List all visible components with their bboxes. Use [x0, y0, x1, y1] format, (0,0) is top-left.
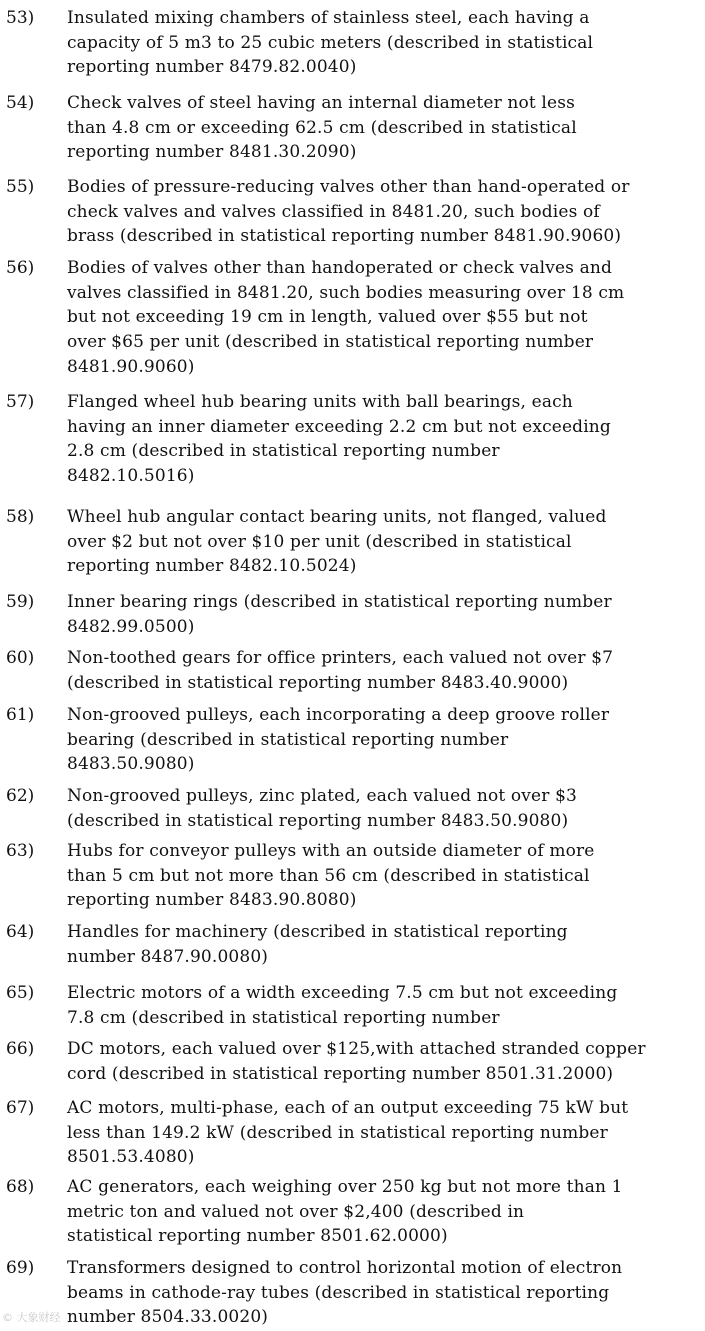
item-text: Flanged wheel hub bearing units with ball bearings, each having an inner diameter exceeding 2.2 cm but not exceeding 2.8 cm (described in statistical reporting number 8482.10.5016): [67, 392, 611, 487]
item-text: Bodies of valves other than handoperated or check valves and valves classified in 8481.20, such bodies measuring over 18 cm but not exceeding 19 cm in length, valued over $55 but not over $65 per unit (described in statistical reporting number 8481.90.9060): [67, 258, 625, 377]
item-text: Transformers designed to control horizontal motion of electron beams in cathode-ray tubes (described in statistical reporting number 8504.33.0020): [67, 1258, 623, 1328]
item-number: 59): [6, 592, 35, 612]
item-text: Non-toothed gears for office printers, each valued not over $7 (described in statistical reporting number 8483.40.9000): [67, 648, 614, 693]
item-text: Wheel hub angular contact bearing units, not flanged, valued over $2 but not over $10 per unit (described in statistical reporting number 8482.10.5024): [67, 507, 607, 577]
item-number: 56): [6, 258, 35, 278]
item-number: 68): [6, 1177, 35, 1197]
item-text: Insulated mixing chambers of stainless steel, each having a capacity of 5 m3 to 25 cubic meters (described in statistical reporting number 8479.82.0040): [67, 8, 594, 78]
item-text: Inner bearing rings (described in statistical reporting number 8482.99.0500): [67, 592, 612, 637]
item-text: Hubs for conveyor pulleys with an outside diameter of more than 5 cm but not more than 56 cm (described in statistical reporting number 8483.90.8080): [67, 841, 595, 911]
item-number: 55): [6, 177, 35, 197]
item-number: 69): [6, 1258, 35, 1278]
item-number: 62): [6, 786, 35, 806]
item-number: 64): [6, 922, 35, 942]
item-text: Electric motors of a width exceeding 7.5 cm but not exceeding 7.8 cm (described in statistical reporting number: [67, 983, 618, 1028]
item-number: 66): [6, 1039, 35, 1059]
item-number: 57): [6, 392, 35, 412]
item-text: AC generators, each weighing over 250 kg but not more than 1 metric ton and valued not over $2,400 (described in statistical reporting number 8501.62.0000): [67, 1177, 623, 1247]
item-text: Handles for machinery (described in statistical reporting number 8487.90.0080): [67, 922, 568, 967]
item-number: 54): [6, 93, 35, 113]
item-text: AC motors, multi-phase, each of an output exceeding 75 kW but less than 149.2 kW (described in statistical reporting number 8501.53.4080): [67, 1098, 629, 1168]
item-number: 65): [6, 983, 35, 1003]
item-text: Check valves of steel having an internal diameter not less than 4.8 cm or exceeding 62.5 cm (described in statistical reporting number 8481.30.2090): [67, 93, 577, 163]
item-number: 58): [6, 507, 35, 527]
item-number: 53): [6, 8, 35, 28]
item-number: 60): [6, 648, 35, 668]
item-text: Bodies of pressure-reducing valves other than hand-operated or check valves and valves classified in 8481.20, such bodies of brass (described in statistical reporting number 8481.90.9060): [67, 177, 630, 247]
item-number: 63): [6, 841, 35, 861]
item-text: DC motors, each valued over $125,with attached stranded copper cord (described in statistical reporting number 8501.31.2000): [67, 1039, 646, 1084]
item-number: 61): [6, 705, 35, 725]
item-number: 67): [6, 1098, 35, 1118]
item-text: Non-grooved pulleys, zinc plated, each valued not over $3 (described in statistical reporting number 8483.50.9080): [67, 786, 578, 831]
item-text: Non-grooved pulleys, each incorporating a deep groove roller bearing (described in statistical reporting number 8483.50.9080): [67, 705, 610, 775]
watermark: © 大象财经: [2, 1311, 61, 1324]
